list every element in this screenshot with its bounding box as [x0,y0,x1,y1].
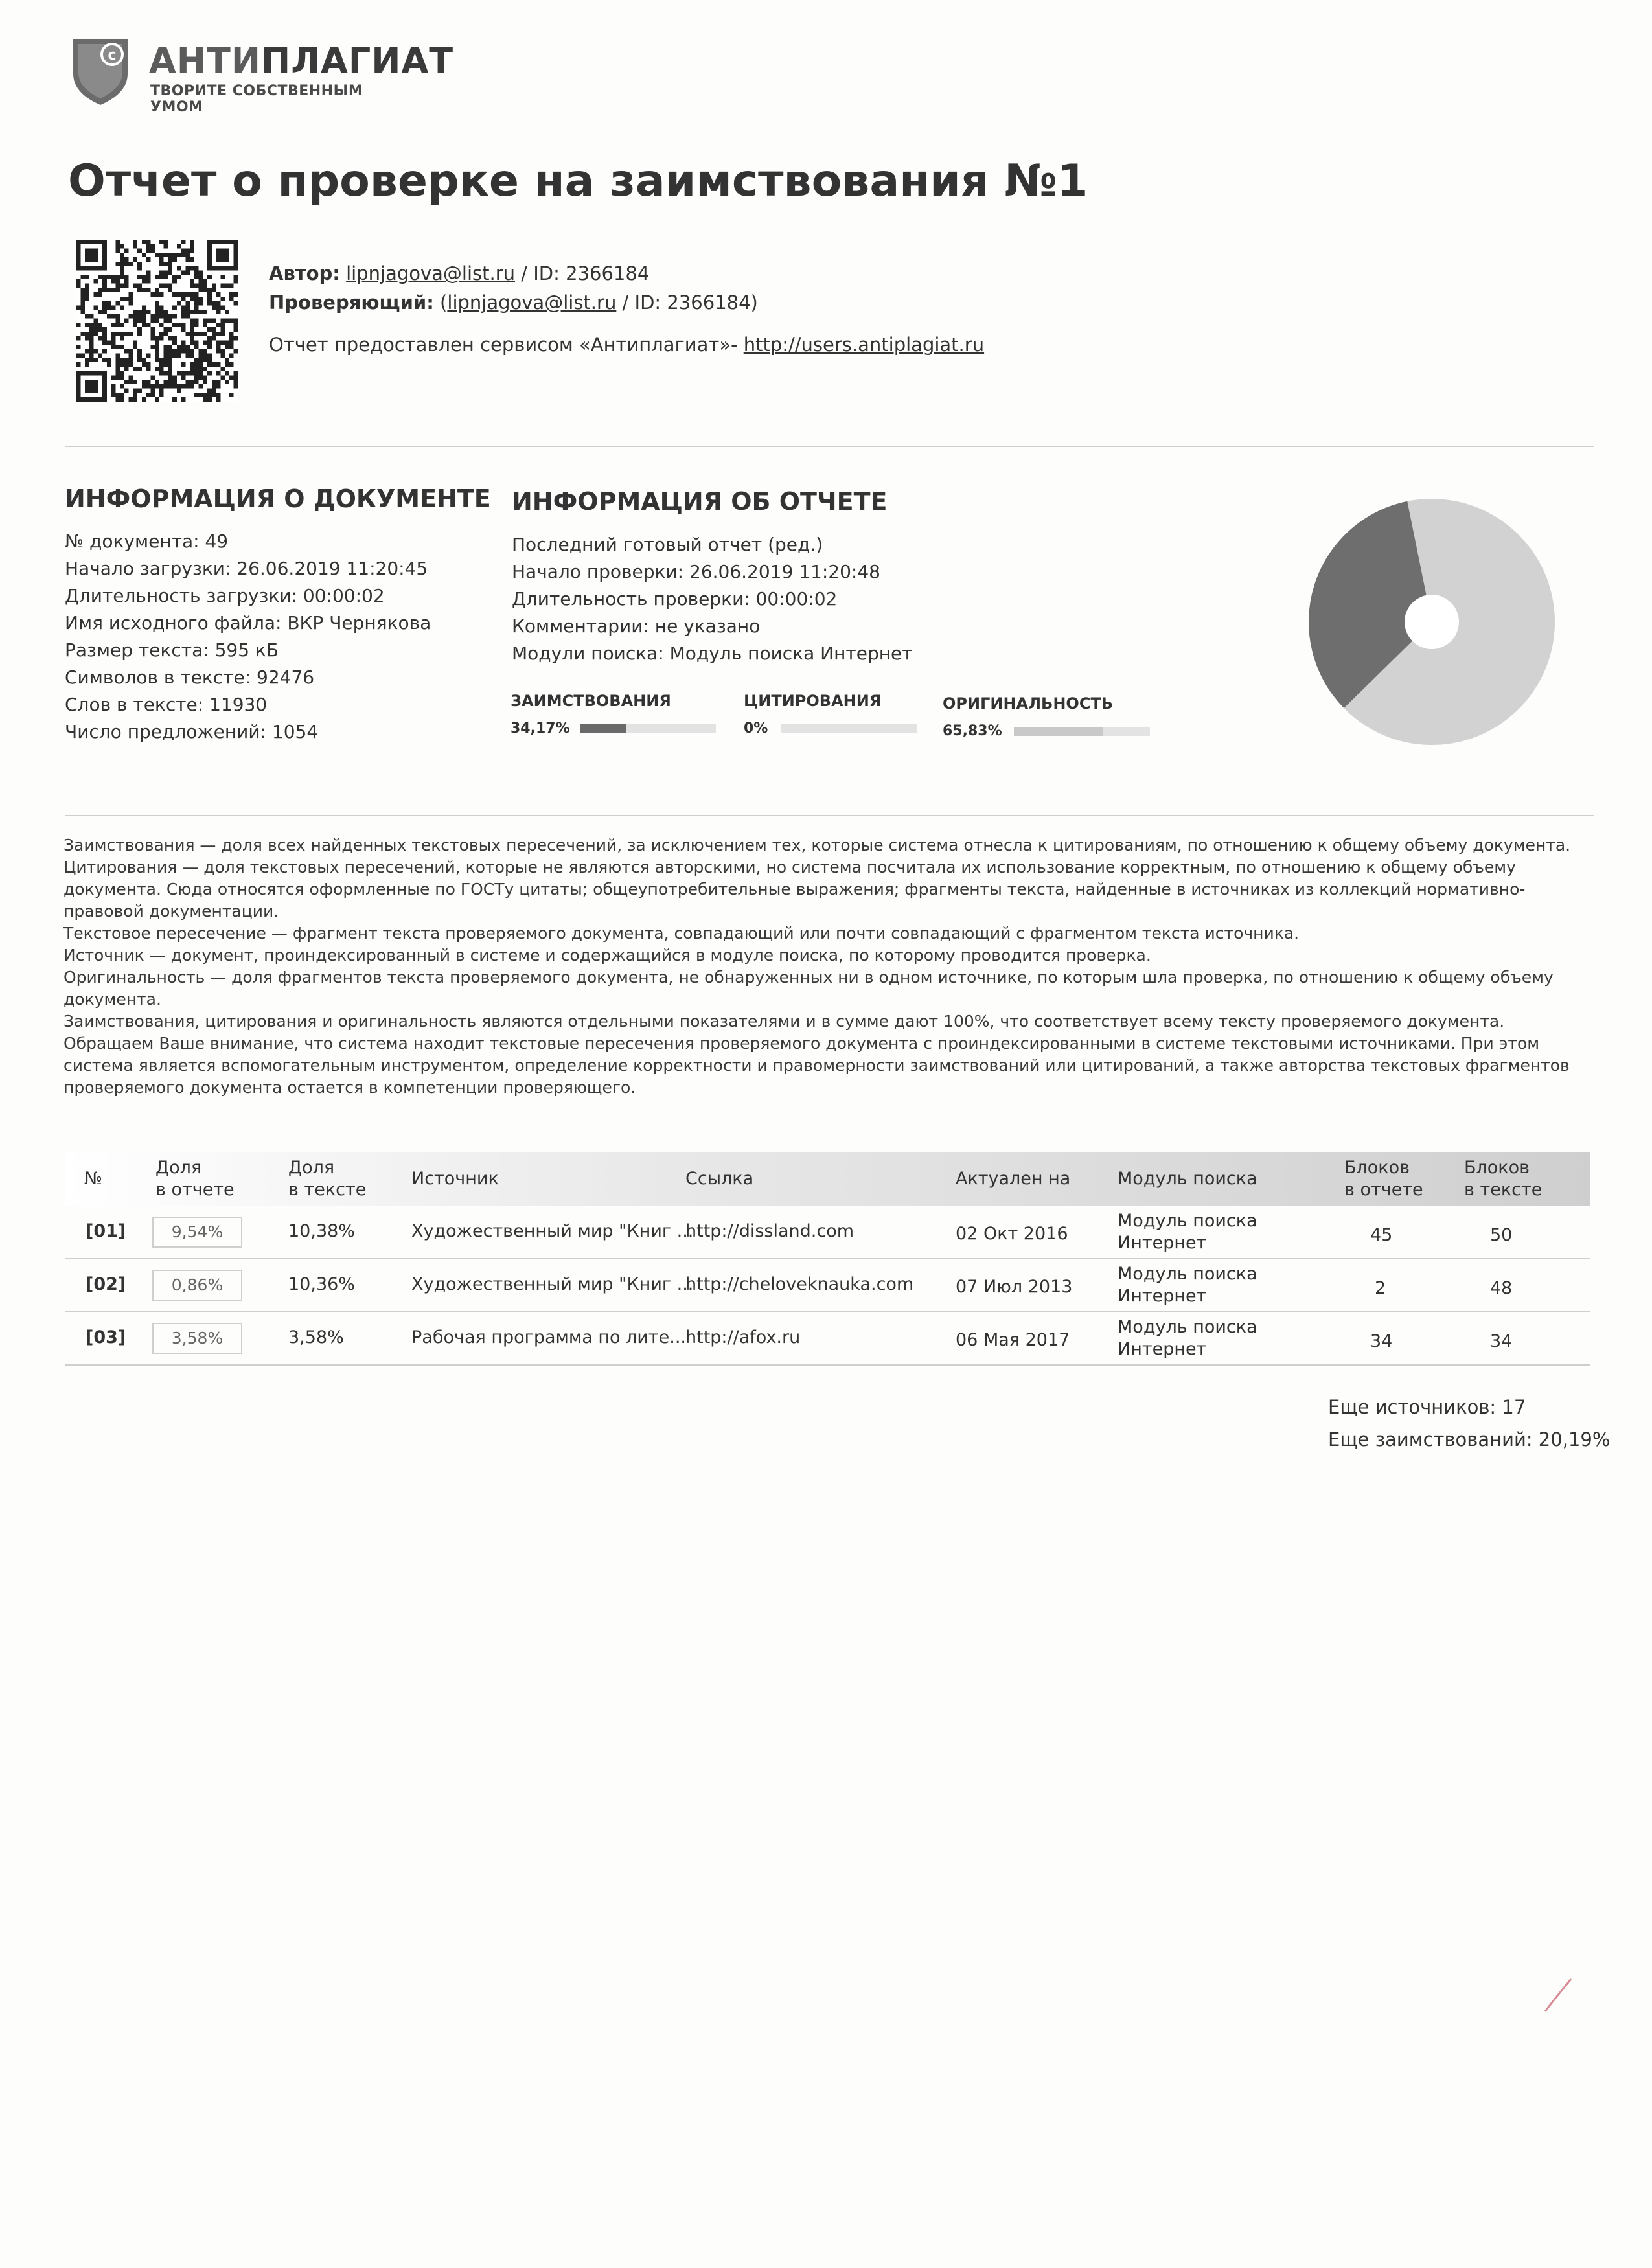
definition-paragraph: Заимствования — доля всех найденных текстовых пересечений, за исключением тех, которые система отнесла к цитированиям, по отношению к общему объему документа. [63,836,1571,854]
row-share-report: 0,86% [152,1270,242,1301]
table-header [65,1152,1590,1206]
report-info-list [512,531,913,667]
row-source[interactable]: Художественный мир "Книг ... [411,1221,694,1241]
report-info-line: Модули поиска: Модуль поиска Интернет [512,643,913,664]
stat-originality-bar-fill [1014,727,1103,736]
col-actual: Актуален на [956,1169,1071,1189]
definition-paragraph: Обращаем Ваше внимание, что система находит текстовые пересечения проверяемого документа с проиндексированными в системе текстовыми источниками. При этом система является вспомогательным инструментом, определение корректности и правомерности заимствований или цитирований, а также авторства текстовых фрагментов проверяемого документа остается в компетенции проверяющего. [63,1034,1570,1097]
more-sources: Еще источников: 17 [1328,1396,1526,1418]
report-info-line: Комментарии: не указано [512,615,761,637]
stat-borrowings-bar [580,724,716,733]
row-module: Модуль поиска Интернет [1118,1211,1257,1253]
more-borrowings: Еще заимствований: 20,19% [1328,1428,1611,1450]
col-module: Модуль поиска [1118,1169,1257,1189]
row-blocks-report: 34 [1370,1331,1393,1351]
definition-paragraph: Цитирования — доля текстовых пересечений, которые не являются авторскими, но система посчитала их использование корректным, по отношению к общему объему документа. Сюда относятся оформленные по ГОСТу цитаты; общеупотребительные выражения; фрагменты текста, найденные в источниках из коллекций нормативно-правовой документации. [63,858,1526,921]
table-row[interactable] [65,1206,1590,1259]
stat-citations-value: 0% [744,720,768,737]
table-row[interactable] [65,1259,1590,1312]
doc-info-heading: ИНФОРМАЦИЯ О ДОКУМЕНТЕ [65,485,491,513]
stat-citations-label: ЦИТИРОВАНИЯ [744,692,882,710]
checker-line: Проверяющий: (lipnjagova@list.ru / ID: 2366184) [269,292,758,314]
row-actual: 07 Июл 2013 [956,1277,1073,1297]
col-link: Ссылка [685,1169,754,1189]
definition-paragraph: Оригинальность — доля фрагментов текста проверяемого документа, не обнаруженных ни в одном источнике, по которым шла проверка, по отношению к общему объему документа. [63,968,1554,1009]
row-source[interactable]: Рабочая программа по лите... [411,1327,687,1347]
stat-borrowings-value: 34,17% [511,720,570,737]
row-link[interactable]: http://afox.ru [685,1327,801,1347]
service-line: Отчет предоставлен сервисом «Антиплагиат»- http://users.antiplagiat.ru [269,334,985,356]
doc-info-line: Имя исходного файла: ВКР Чернякова [65,612,431,634]
row-share-report: 3,58% [152,1323,242,1354]
service-url-link[interactable]: http://users.antiplagiat.ru [743,334,985,356]
row-share-report: 9,54% [152,1217,242,1248]
divider [65,815,1594,816]
brand-name: АНТИПЛАГИАТ [149,40,454,81]
table-row[interactable] [65,1312,1590,1366]
row-num: [01] [86,1221,126,1241]
row-actual: 02 Окт 2016 [956,1224,1068,1244]
pen-mark-icon [1542,1976,1574,2015]
stat-originality-value: 65,83% [943,723,1002,739]
col-blocks-report: Блоков в отчете [1344,1158,1423,1200]
author-email-link[interactable]: lipnjagova@list.ru [346,262,516,284]
row-link[interactable]: http://dissland.com [685,1221,855,1241]
report-info-line: Последний готовый отчет (ред.) [512,534,823,555]
brand-slogan: ТВОРИТЕ СОБСТВЕННЫМ УМОМ [150,83,363,115]
stat-borrowings-bar-fill [580,724,626,733]
definition-paragraph: Заимствования, цитирования и оригинальность являются отдельными показателями и в сумме дают 100%, что соответствует всему тексту проверяемого документа. [63,1012,1505,1031]
qr-code [75,240,240,402]
doc-info-line: № документа: 49 [65,531,229,552]
col-source: Источник [411,1169,499,1189]
definitions [63,834,1579,1099]
antiplagiat-logo [68,34,454,115]
svg-text:c: c [108,47,117,63]
row-link[interactable]: http://cheloveknauka.com [685,1274,914,1294]
definition-paragraph: Источник — документ, проиндексированный в системе и содержащийся в модуле поиска, по которому проводится проверка. [63,946,1151,965]
row-num: [02] [86,1274,126,1294]
col-num: № [84,1169,103,1189]
originality-pie-chart [1302,492,1561,751]
row-num: [03] [86,1327,126,1347]
row-share-text: 10,36% [288,1274,355,1294]
doc-info-line: Слов в тексте: 11930 [65,694,268,715]
col-share-text: Доля в тексте [288,1158,367,1200]
row-blocks-text: 34 [1490,1331,1513,1351]
row-source[interactable]: Художественный мир "Книг ... [411,1274,694,1294]
shield-logo-icon [68,34,133,108]
doc-info-line: Число предложений: 1054 [65,721,319,742]
divider [65,446,1594,447]
col-share-report: Доля в отчете [155,1158,235,1200]
row-share-text: 3,58% [288,1327,344,1347]
doc-info-line: Длительность загрузки: 00:00:02 [65,585,385,606]
definition-paragraph: Текстовое пересечение — фрагмент текста проверяемого документа, совпадающий или почти совпадающий с фрагментом текста источника. [63,924,1300,943]
doc-info-line: Размер текста: 595 кБ [65,639,279,661]
report-info-heading: ИНФОРМАЦИЯ ОБ ОТЧЕТЕ [512,487,888,516]
sources-table [65,1152,1590,1366]
row-blocks-text: 48 [1490,1278,1513,1298]
doc-info-list [65,528,431,746]
report-info-line: Длительность проверки: 00:00:02 [512,588,838,610]
page-title: Отчет о проверке на заимствования №1 [68,155,1088,207]
checker-email-link[interactable]: lipnjagova@list.ru [447,292,617,314]
stat-borrowings-label: ЗАИМСТВОВАНИЯ [511,692,671,710]
row-blocks-report: 45 [1370,1225,1393,1245]
doc-info-line: Начало загрузки: 26.06.2019 11:20:45 [65,558,428,579]
row-blocks-report: 2 [1375,1278,1386,1298]
stat-originality-label: ОРИГИНАЛЬНОСТЬ [943,694,1114,713]
pie-center-hole [1405,595,1459,649]
report-info-line: Начало проверки: 26.06.2019 11:20:48 [512,561,880,582]
row-share-text: 10,38% [288,1221,355,1241]
row-actual: 06 Мая 2017 [956,1330,1070,1350]
author-line: Автор: lipnjagova@list.ru / ID: 2366184 [269,262,650,284]
stat-originality-bar [1014,727,1150,736]
row-blocks-text: 50 [1490,1225,1513,1245]
row-module: Модуль поиска Интернет [1118,1317,1257,1359]
doc-info-line: Символов в тексте: 92476 [65,667,315,688]
stat-citations-bar [781,724,917,733]
row-module: Модуль поиска Интернет [1118,1264,1257,1306]
col-blocks-text: Блоков в тексте [1464,1158,1543,1200]
